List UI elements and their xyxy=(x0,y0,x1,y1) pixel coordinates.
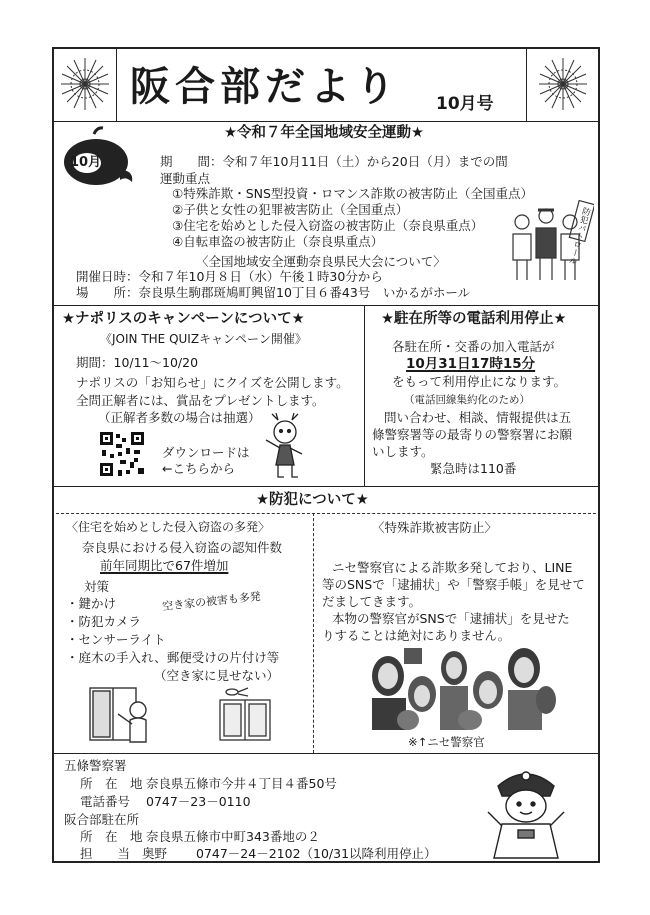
measure-item: ・センサーライト xyxy=(66,632,166,647)
sensor-light-illustration xyxy=(216,686,274,742)
koban-staff: 奥野 xyxy=(142,846,168,861)
crime-dashed-rule xyxy=(56,513,596,514)
header-bottom-rule xyxy=(52,121,600,122)
phone-body: いします。 xyxy=(372,444,434,459)
rally-datetime: 開催日時：令和７年10月８日（水）午後１時30分から xyxy=(76,269,383,284)
napolis-period: 期間：10/11～10/20 xyxy=(76,355,199,370)
focus-label: 運動重点 xyxy=(160,171,211,186)
fraud-body: だましてきます。 xyxy=(322,594,422,609)
burglary-line: 奈良県における侵入窃盗の認知件数 xyxy=(82,540,283,555)
napolis-line: 全問正解者には、賞品をプレゼントします。 xyxy=(76,393,325,408)
station-tel-label: 電話番号 xyxy=(80,794,131,809)
vacant-house-note: 空き家の被害も多発 xyxy=(161,589,262,614)
koban-address-label: 所 在 地 xyxy=(80,829,143,844)
focus-item: ①特殊詐欺・SNS型投資・ロマンス詐欺の被害防止（全国重点） xyxy=(172,186,534,201)
fake-police-caption: ※↑ニセ警察官 xyxy=(408,735,485,749)
crime-title: ★防犯について★ xyxy=(256,492,369,508)
measures-note: （空き家に見せない） xyxy=(154,668,280,683)
rally-heading: 〈全国地域安全運動奈良県民大会について〉 xyxy=(196,254,446,269)
measure-item: ・鍵かけ xyxy=(66,596,117,611)
police-officer-illustration xyxy=(478,760,574,860)
phone-line: 各駐在所・交番の加入電話が xyxy=(392,339,555,354)
fraud-body: ニセ警察官による詐欺多発しており、LINE xyxy=(332,560,573,575)
header-divider-right xyxy=(526,47,527,122)
napolis-line: ナポリスの「お知らせ」にクイズを公開します。 xyxy=(76,375,349,390)
burglary-heading: 〈住宅を始めとした侵入窃盗の多発〉 xyxy=(66,520,271,534)
newsletter-title: 阪合部だより xyxy=(130,64,400,110)
fraud-body: りすることは絶対にありません。 xyxy=(322,628,511,643)
koban-name: 阪合部駐在所 xyxy=(64,812,140,827)
qr-code-icon[interactable] xyxy=(98,430,146,478)
mid-divider xyxy=(364,305,365,486)
koban-address: 奈良県五條市中町343番地の２ xyxy=(146,829,320,844)
fraud-body: 本物の警察官がSNSで「逮捕状」を見せた xyxy=(332,611,570,626)
phone-line: をもって利用停止になります。 xyxy=(392,374,567,389)
phone-title: ★駐在所等の電話利用停止★ xyxy=(381,311,567,327)
rally-place: 場 所：奈良県生駒郡斑鳩町興留10丁目６番43号 いかるがホール xyxy=(76,285,471,300)
measures-label: 対策 xyxy=(84,579,110,594)
deer-mascot-icon xyxy=(258,412,314,482)
phone-body: 問い合わせ、相談、情報提供は五 xyxy=(384,410,572,425)
focus-item: ④自転車盗の被害防止（奈良県重点） xyxy=(172,234,384,249)
window-lock-illustration xyxy=(88,684,154,744)
download-arrow-text: ←こちらから xyxy=(162,461,235,476)
month-badge: 10月 xyxy=(70,155,102,170)
emergency-number: 緊急時は110番 xyxy=(430,461,517,476)
napolis-line: （正解者多数の場合は抽選） xyxy=(98,410,261,425)
fraud-body: 等のSNSで「逮捕状」や「警察手帳」を見せて xyxy=(322,577,585,592)
station-tel: 0747－23－0110 xyxy=(146,794,251,809)
campaign-period: 期 間：令和７年10月11日（土）から20日（月）までの間 xyxy=(160,154,508,169)
koban-staff-label: 担 当 xyxy=(80,846,131,861)
flower-emblem-right xyxy=(532,52,594,116)
mid-bottom-rule xyxy=(52,486,600,487)
koban-tel: 0747－24－2102（10/31以降利用停止） xyxy=(196,846,437,861)
fake-police-photo-collage xyxy=(370,646,556,730)
napolis-title: ★ナポリスのキャンペーンについて★ xyxy=(62,311,305,327)
issue-month: 10月号 xyxy=(436,94,494,114)
station-address: 奈良県五條市今井４丁目４番50号 xyxy=(146,776,337,791)
burglary-increase: 前年同期比で67件増加 xyxy=(100,558,229,573)
station-address-label: 所 在 地 xyxy=(80,776,143,791)
measure-item: ・庭木の手入れ、郵便受けの片付け等 xyxy=(66,650,280,665)
flower-emblem-left xyxy=(58,52,112,116)
patrol-sign: 防犯パトロール xyxy=(566,205,592,266)
phone-note: （電話回線集約化のため） xyxy=(404,394,530,406)
phone-stop-date: 10月31日17時15分 xyxy=(406,356,536,372)
fraud-heading: 〈特殊詐欺被害防止〉 xyxy=(372,520,498,535)
napolis-subtitle: 《JOIN THE QUIZキャンペーン開催》 xyxy=(100,332,307,346)
phone-body: 條警察署等の最寄りの警察署にお願 xyxy=(372,427,573,442)
campaign-bottom-rule xyxy=(52,305,600,306)
crime-dashed-divider xyxy=(313,513,314,753)
campaign-title: ★令和７年全国地域安全運動★ xyxy=(224,125,424,141)
header-divider-left xyxy=(116,47,117,122)
measure-item: ・防犯カメラ xyxy=(66,614,142,629)
contact-top-rule xyxy=(52,753,600,754)
download-text: ダウンロードは xyxy=(162,445,250,460)
focus-item: ②子供と女性の犯罪被害防止（全国重点） xyxy=(172,202,409,217)
station-name: 五條警察署 xyxy=(64,758,127,773)
focus-item: ③住宅を始めとした侵入窃盗の被害防止（奈良県重点） xyxy=(172,218,484,233)
